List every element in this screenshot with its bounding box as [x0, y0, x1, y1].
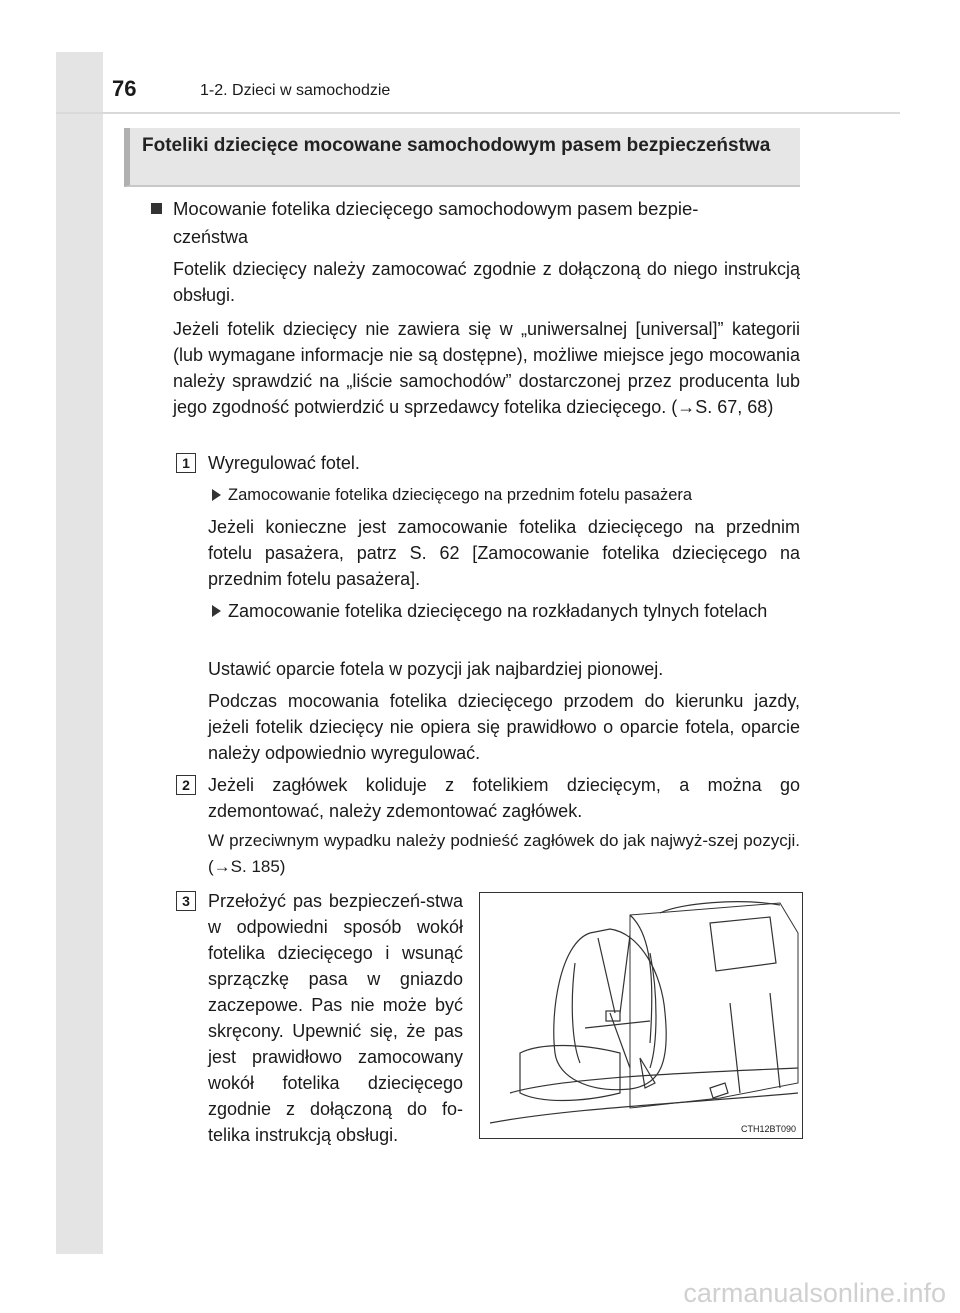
step-1-sub1-text: Jeżeli konieczne jest zamocowanie fotelika dziecięcego na przednim fotelu pasażera, patrz S. 62 [Zamocowanie fotelika dziecięcego na przednim fotelu pasażera].: [208, 517, 800, 589]
step-1-sub2-text-2: Podczas mocowania fotelika dziecięcego przodem do kierunku jazdy, jeżeli fotelik dziecięcy nie opiera się prawidłowo o oparcie fotela, oparcie należy odpowiednio wyregulować.: [208, 691, 800, 763]
page-number: 76: [112, 76, 137, 101]
step-3-badge: 3: [176, 891, 196, 911]
child-seat-drawing: [480, 893, 801, 1137]
side-strip: [56, 52, 103, 1254]
heading-bullet-icon: [151, 203, 162, 214]
triangle-bullet-icon: [212, 605, 221, 617]
child-seat-illustration: [479, 892, 803, 1139]
step-1-badge: 1: [176, 453, 196, 473]
paragraph-1: Fotelik dziecięcy należy zamocować zgodnie z dołączoną do niego instrukcją obsługi.: [173, 259, 800, 305]
step-2-badge: 2: [176, 775, 196, 795]
heading-line-2: czeństwa: [173, 227, 249, 247]
heading-line-1: Mocowanie fotelika dziecięcego samochodowym pasem bezpie-: [173, 198, 699, 219]
step-1-sub2-text-1: Ustawić oparcie fotela w pozycji jak najbardziej pionowej.: [208, 659, 664, 679]
watermark: carmanualsonline.info: [683, 1278, 946, 1308]
step-2-text: Jeżeli zagłówek koliduje z fotelikiem dziecięcym, a można go zdemontować, należy zdemontować zagłówek.: [208, 775, 800, 821]
step-3-text: Przełożyć pas bezpieczeń-stwa w odpowiedni sposób wokół fotelika dziecięcego i wsunąć sprzączkę pasa w gniazdo zaczepowe. Pas nie może być skręcony. Upewnić się, że pas jest prawidłowo zamocowany wokół fotelika dziecięcego zgodnie z dołączoną do fo-telika instrukcją obsługi.: [208, 891, 463, 1145]
paragraph-2: Jeżeli fotelik dziecięcy nie zawiera się w „uniwersalnej [universal]” kategorii (lub wymagane informacje nie są dostępne), możliwe miejsce jego mocowania należy sprawdzić na „liście samochodów” dostarczonej przez producenta lub jego zgodność potwierdzić u sprzedawcy fotelika dziecięcego. (→S. 67, 68): [173, 319, 800, 417]
section-title-box: [124, 128, 800, 187]
chapter-title: 1-2. Dzieci w samochodzie: [200, 82, 391, 99]
step-1-sub1-title: Zamocowanie fotelika dziecięcego na przednim fotelu pasażera: [228, 486, 693, 504]
figure-code: CTH12BT090: [740, 1124, 796, 1134]
triangle-bullet-icon: [212, 489, 221, 501]
section-title: Foteliki dziecięce mocowane samochodowym pasem bezpieczeństwa: [142, 135, 771, 156]
step-1-sub2-title: Zamocowanie fotelika dziecięcego na rozkładanych tylnych fotelach: [228, 601, 768, 621]
step-1-text: Wyregulować fotel.: [208, 453, 360, 473]
header-divider: [56, 112, 900, 114]
step-2-note: W przeciwnym wypadku należy podnieść zagłówek do jak najwyż-szej pozycji. (→S. 185): [208, 831, 800, 876]
